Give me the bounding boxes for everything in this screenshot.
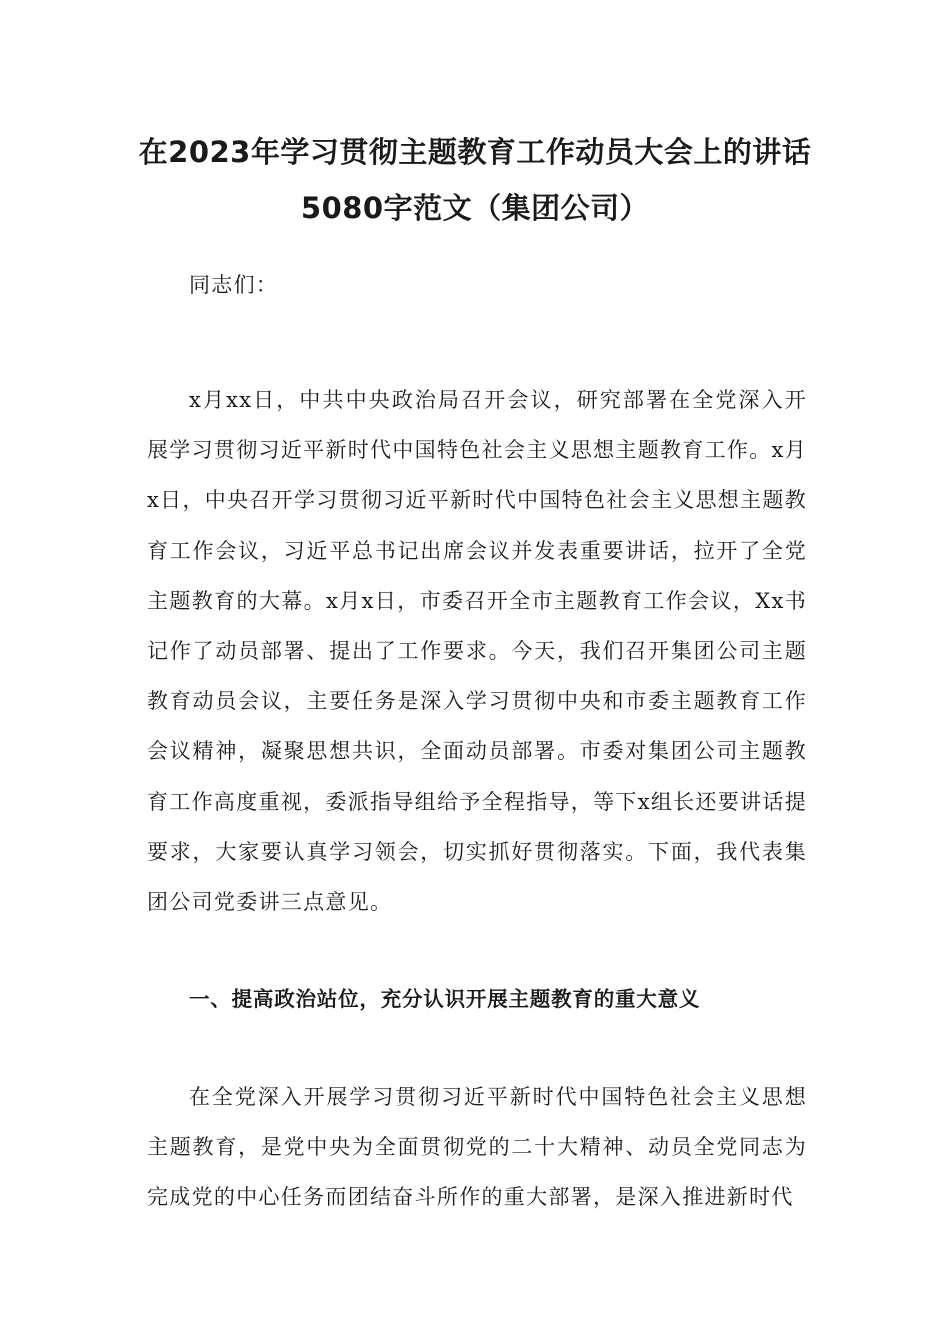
paragraph-1: x月xx日，中共中央政治局召开会议，研究部署在全党深入开展学习贯彻习近平新时代中国特色社会主义思想主题教育工作。x月x日，中央召开学习贯彻习近平新时代中国特色社会主义思想主题教育工作会议，习近平总书记出席会议并发表重要讲话，拉开了全党主题教育的大幕。x月x日，市委召开全市主题教育工作会议，Xx书记作了动员部署、提出了工作要求。今天，我们召开集团公司主题教育动员会议，主要任务是深入学习贯彻中央和市委主题教育工作会议精神，凝聚思想共识，全面动员部署。市委对集团公司主题教育工作高度重视，委派指导组给予全程指导，等下x组长还要讲话提要求，大家要认真学习领会，切实抓好贯彻落实。下面，我代表集团公司党委讲三点意见。 xyxy=(147,388,807,915)
title-line-2: 5080字范文（集团公司） xyxy=(300,191,650,225)
section-heading-1: 一、提高政治站位，充分认识开展主题教育的重大意义 xyxy=(189,987,701,1011)
paragraph-2: 在全党深入开展学习贯彻习近平新时代中国特色社会主义思想主题教育，是党中央为全面贯彻党的二十大精神、动员全党同志为完成党的中心任务而团结奋斗所作的重大部署，是深入推进新时代 xyxy=(147,1085,807,1210)
document-title xyxy=(90,124,860,236)
title-line-1: 在2023年学习贯彻主题教育工作动员大会上的讲话 xyxy=(138,135,812,169)
salutation: 同志们： xyxy=(189,273,279,297)
